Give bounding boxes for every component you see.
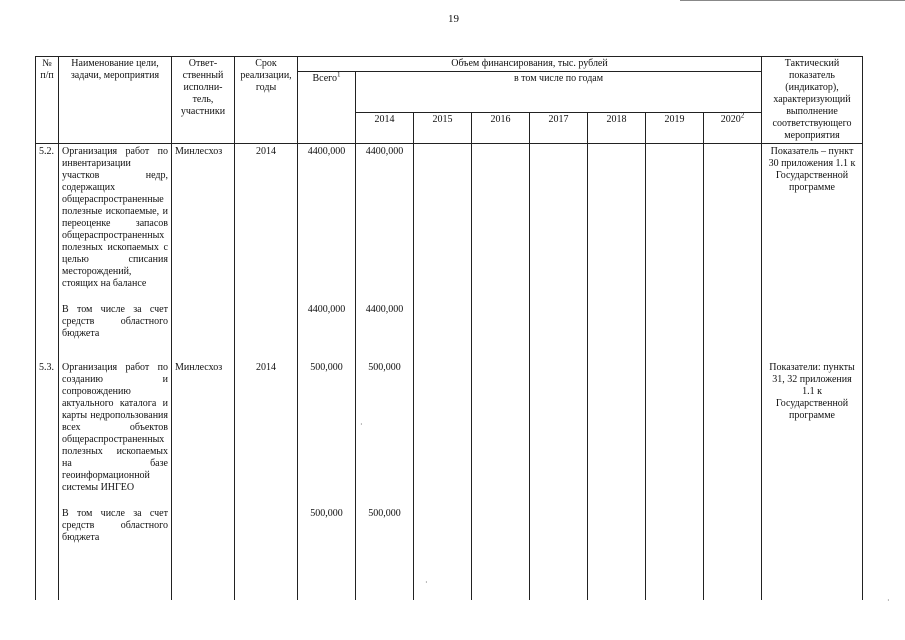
- table-row: [36, 496, 863, 600]
- scan-speck: ·: [360, 420, 363, 429]
- row-responsible: Минлесхоз: [172, 342, 235, 496]
- header-by-years: в том числе по годам: [356, 72, 762, 113]
- table-row: [36, 342, 863, 496]
- year-2019: 2019: [646, 112, 704, 144]
- year-2015: 2015: [414, 112, 472, 144]
- row-term: 2014: [235, 342, 298, 496]
- table-row: [36, 144, 863, 293]
- header-financing: Объем финансирования, тыс. рублей: [298, 57, 762, 72]
- row-2014: 4400,000: [356, 144, 414, 293]
- row-name: Организация работ по инвентаризации участков недр, содержащих общераспространенные полезные ископаемые, и переоценке запасов общераспространенных полезных ископаемых с целью списания месторождений, стоящих на балансе: [59, 144, 172, 293]
- row-total: 500,000: [298, 496, 356, 600]
- top-rule: [680, 0, 905, 1]
- financing-table: [35, 56, 863, 600]
- header-num: № п/п: [36, 57, 59, 144]
- table-row: [36, 292, 863, 342]
- row-responsible: Минлесхоз: [172, 144, 235, 293]
- row-total: 4400,000: [298, 144, 356, 293]
- row-2014: 4400,000: [356, 292, 414, 342]
- scan-speck: ·: [887, 596, 890, 605]
- row-num: 5.3.: [36, 342, 59, 496]
- year-2014: 2014: [356, 112, 414, 144]
- row-name: Организация работ по созданию и сопровождению актуального каталога и карты недропользования всех объектов общераспространенных полезных ископаемых на базе геоинформационной системы ИНГЕО: [59, 342, 172, 496]
- year-2017: 2017: [530, 112, 588, 144]
- header-responsible: Ответ-ственный исполни-тель, участники: [172, 57, 235, 144]
- header-indicator: Тактический показатель (индикатор), характеризующий выполнение соответствующего мероприятия: [762, 57, 863, 144]
- row-2014: 500,000: [356, 342, 414, 496]
- scan-speck: ·: [425, 578, 428, 587]
- header-total: Всего$^1$: [298, 72, 356, 144]
- page-number: 19: [448, 13, 459, 25]
- row-num: 5.2.: [36, 144, 59, 293]
- row-total: 500,000: [298, 342, 356, 496]
- row-indicator: Показатели: пункты 31, 32 приложения 1.1 к Государственной программе: [762, 342, 863, 496]
- year-2016: 2016: [472, 112, 530, 144]
- year-2018: 2018: [588, 112, 646, 144]
- year-2020: 2020$^2$: [704, 112, 762, 144]
- row-2014: 500,000: [356, 496, 414, 600]
- row-indicator: Показатель – пункт 30 приложения 1.1 к Государственной программе: [762, 144, 863, 293]
- row-total: 4400,000: [298, 292, 356, 342]
- row-name: В том числе за счет средств областного бюджета: [59, 496, 172, 600]
- row-name: В том числе за счет средств областного бюджета: [59, 292, 172, 342]
- header-term: Срок реализации, годы: [235, 57, 298, 144]
- header-name: Наименование цели, задачи, мероприятия: [59, 57, 172, 144]
- row-term: 2014: [235, 144, 298, 293]
